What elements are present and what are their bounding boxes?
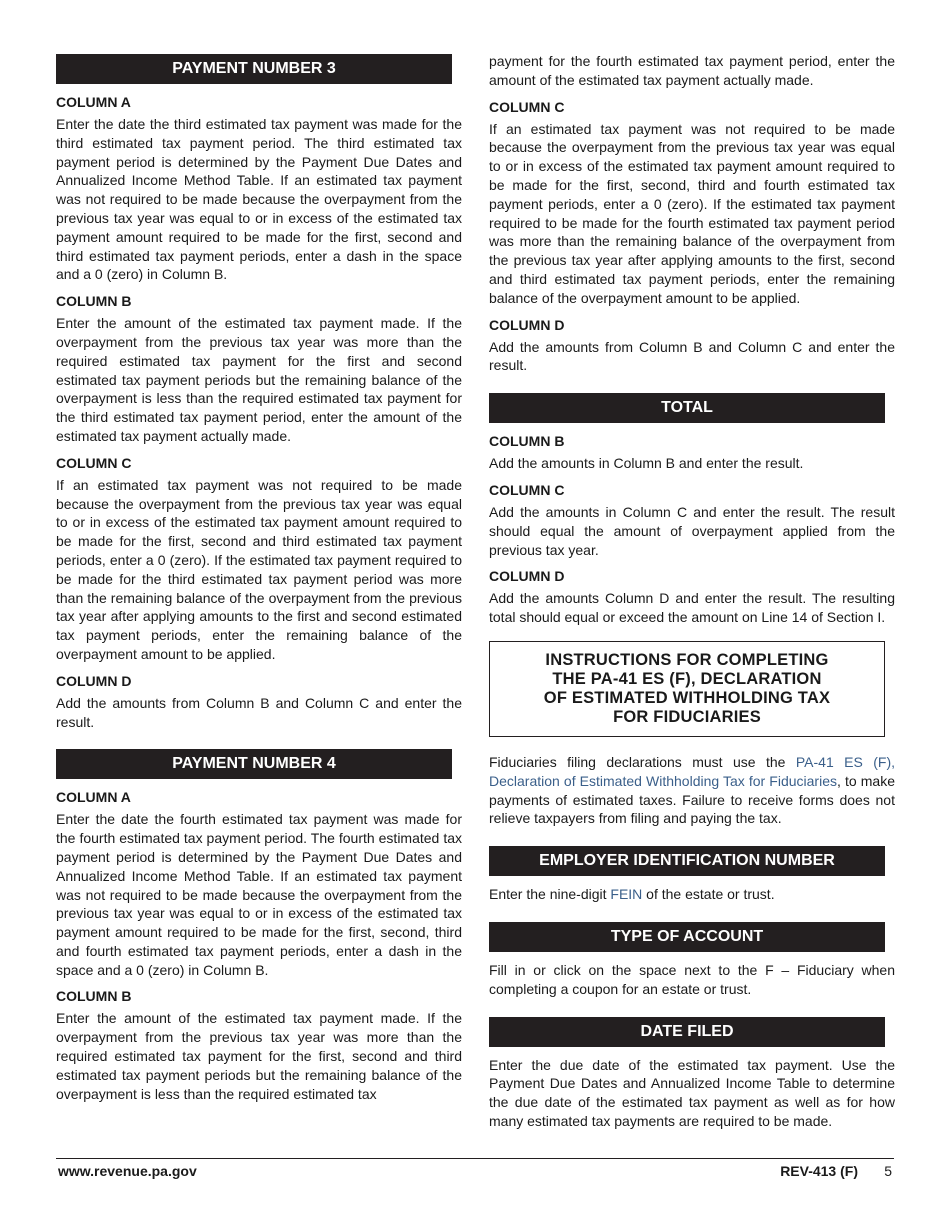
instructions-box-line: INSTRUCTIONS FOR COMPLETING [545,650,829,669]
column-a-heading: COLUMN A [56,789,131,806]
column-b-heading: COLUMN B [56,293,132,310]
column-c-heading: COLUMN C [56,454,132,471]
payment-number-3-heading: PAYMENT NUMBER 3 [56,54,452,84]
column-a-heading: COLUMN A [56,94,131,110]
left-column [56,54,462,1111]
instructions-box-line: FOR FIDUCIARIES [613,707,761,726]
column-b-heading: COLUMN B [489,433,565,450]
instructions-box [489,641,885,737]
column-d-text: Add the amounts Column D and enter the result. The resulting total should equal or exceed the amount on Line 14 of Section I. [489,590,895,626]
column-b-text: Enter the amount of the estimated tax payment made. If the overpayment from the previous tax year was more than the required estimated tax payment for the first, second and third estimated tax payment periods but the remaining balance of the overpayment is less than the required estimated tax [56,1010,462,1102]
column-d-text: Add the amounts from Column B and Column C and enter the result. [56,694,462,730]
column-c-text: Add the amounts in Column C and enter the result. The result should equal the amount of overpayment applied from the previous tax year. [489,503,895,558]
column-c-text: If an estimated tax payment was not required to be made because the overpayment from the previous tax year was equal to or in excess of the estimated tax payment amount required to be made for the first, second, third and fourth estimated tax payment periods, enter a 0 (zero). If the estimated tax payment required to be made for the fourth estimated tax payment period was more than the remaining balance of the overpayment from the previous tax year after applying amounts to the first, second and third estimated tax payment periods, enter the remaining balance of the overpayment amount to be applied. [489,120,895,306]
fiduciaries-text: Fiduciaries filing declarations must use the PA-41 ES (F), Declaration of Estimated Withholding Tax for Fiduciaries, to make payments of estimated taxes. Failure to receive forms does not relieve taxpayers from filing and paying the tax. [489,753,896,827]
website-link[interactable]: www.revenue.pa.gov [58,1163,197,1179]
column-a-text: Enter the date the fourth estimated tax payment was made for the fourth estimated tax payment period. The fourth estimated tax payment period is determined by the Payment Due Dates and Annualized Income Method Table. If an estimated tax payment was not required to be made because the overpayment from the previous tax year was equal to or in excess of the estimated tax payment amount required to be made for the first, second, third and fourth estimated tax payment periods, enter a dash in the space and a 0 (zero) in Column B. [56,811,462,978]
instructions-box-line: THE PA-41 ES (F), DECLARATION [552,669,822,688]
ein-text: Enter the nine-digit FEIN of the estate or trust. [489,886,775,903]
column-d-heading: COLUMN D [489,568,565,585]
column-d-heading: COLUMN D [489,316,565,333]
right-column [489,52,895,1139]
column-b-text: Enter the amount of the estimated tax payment made. If the overpayment from the previous tax year was more than the required estimated tax payment for the first and second estimated tax payment periods but the remaining balance of the overpayment is less than the required estimated tax payment for the third estimated tax payment period, enter the amount of the estimated tax payment actually made. [56,315,462,444]
type-of-account-heading: TYPE OF ACCOUNT [489,922,885,952]
fein-link[interactable]: FEIN [610,886,643,903]
type-of-account-text: Fill in or click on the space next to the F – Fiduciary when completing a coupon for an estate or trust. [489,961,895,997]
payment-number-4-heading: PAYMENT NUMBER 4 [56,749,452,779]
column-b-text-continued: payment for the fourth estimated tax payment period, enter the amount of the estimated tax payment actually made. [489,53,895,88]
column-d-heading: COLUMN D [56,672,132,689]
column-c-heading: COLUMN C [489,481,565,498]
employer-identification-number-heading: EMPLOYER IDENTIFICATION NUMBER [489,846,885,876]
column-c-text: If an estimated tax payment was not required to be made because the overpayment from the previous tax year was equal to or in excess of the estimated tax payment amount required to be made for the first, second and third estimated tax payment periods, enter a 0 (zero). If the estimated tax payment required to be made for the third estimated tax payment period was more than the remaining balance of the overpayment from the previous tax year after applying amounts to the first and second estimated tax payment periods, enter the remaining balance of the overpayment amount to be applied. [56,476,462,662]
column-c-heading: COLUMN C [489,98,565,115]
pa-41-es-link[interactable]: PA-41 ES (F), Declaration of Estimated Withholding Tax for Fiduciaries [489,753,896,789]
column-b-text: Add the amounts in Column B and enter the result. [489,455,804,472]
column-a-text: Enter the date the third estimated tax payment was made for the third estimated tax payment period. The third estimated tax payment period is determined by the Payment Due Dates and Annualized Income Method Table. If an estimated tax payment was not required to be made because the overpayment from the previous tax year was equal to or in excess of the estimated tax payment amount required to be made for the first, second and third estimated tax payment periods, enter a dash in the space and a 0 (zero) in Column B. [56,116,462,283]
date-filed-heading: DATE FILED [489,1017,885,1047]
total-heading: TOTAL [489,393,885,423]
page-footer [56,1158,894,1179]
page-number: 5 [884,1163,892,1179]
column-b-heading: COLUMN B [56,988,132,1005]
column-d-text: Add the amounts from Column B and Column C and enter the result. [489,338,895,374]
date-filed-text: Enter the due date of the estimated tax payment. Use the Payment Due Dates and Annualized Income Table to determine the due date of the estimated tax payment as well as for how many estimated tax payments are required to be made. [489,1056,895,1129]
instructions-box-line: OF ESTIMATED WITHHOLDING TAX [543,688,831,707]
form-number: REV-413 (F) [780,1163,858,1179]
